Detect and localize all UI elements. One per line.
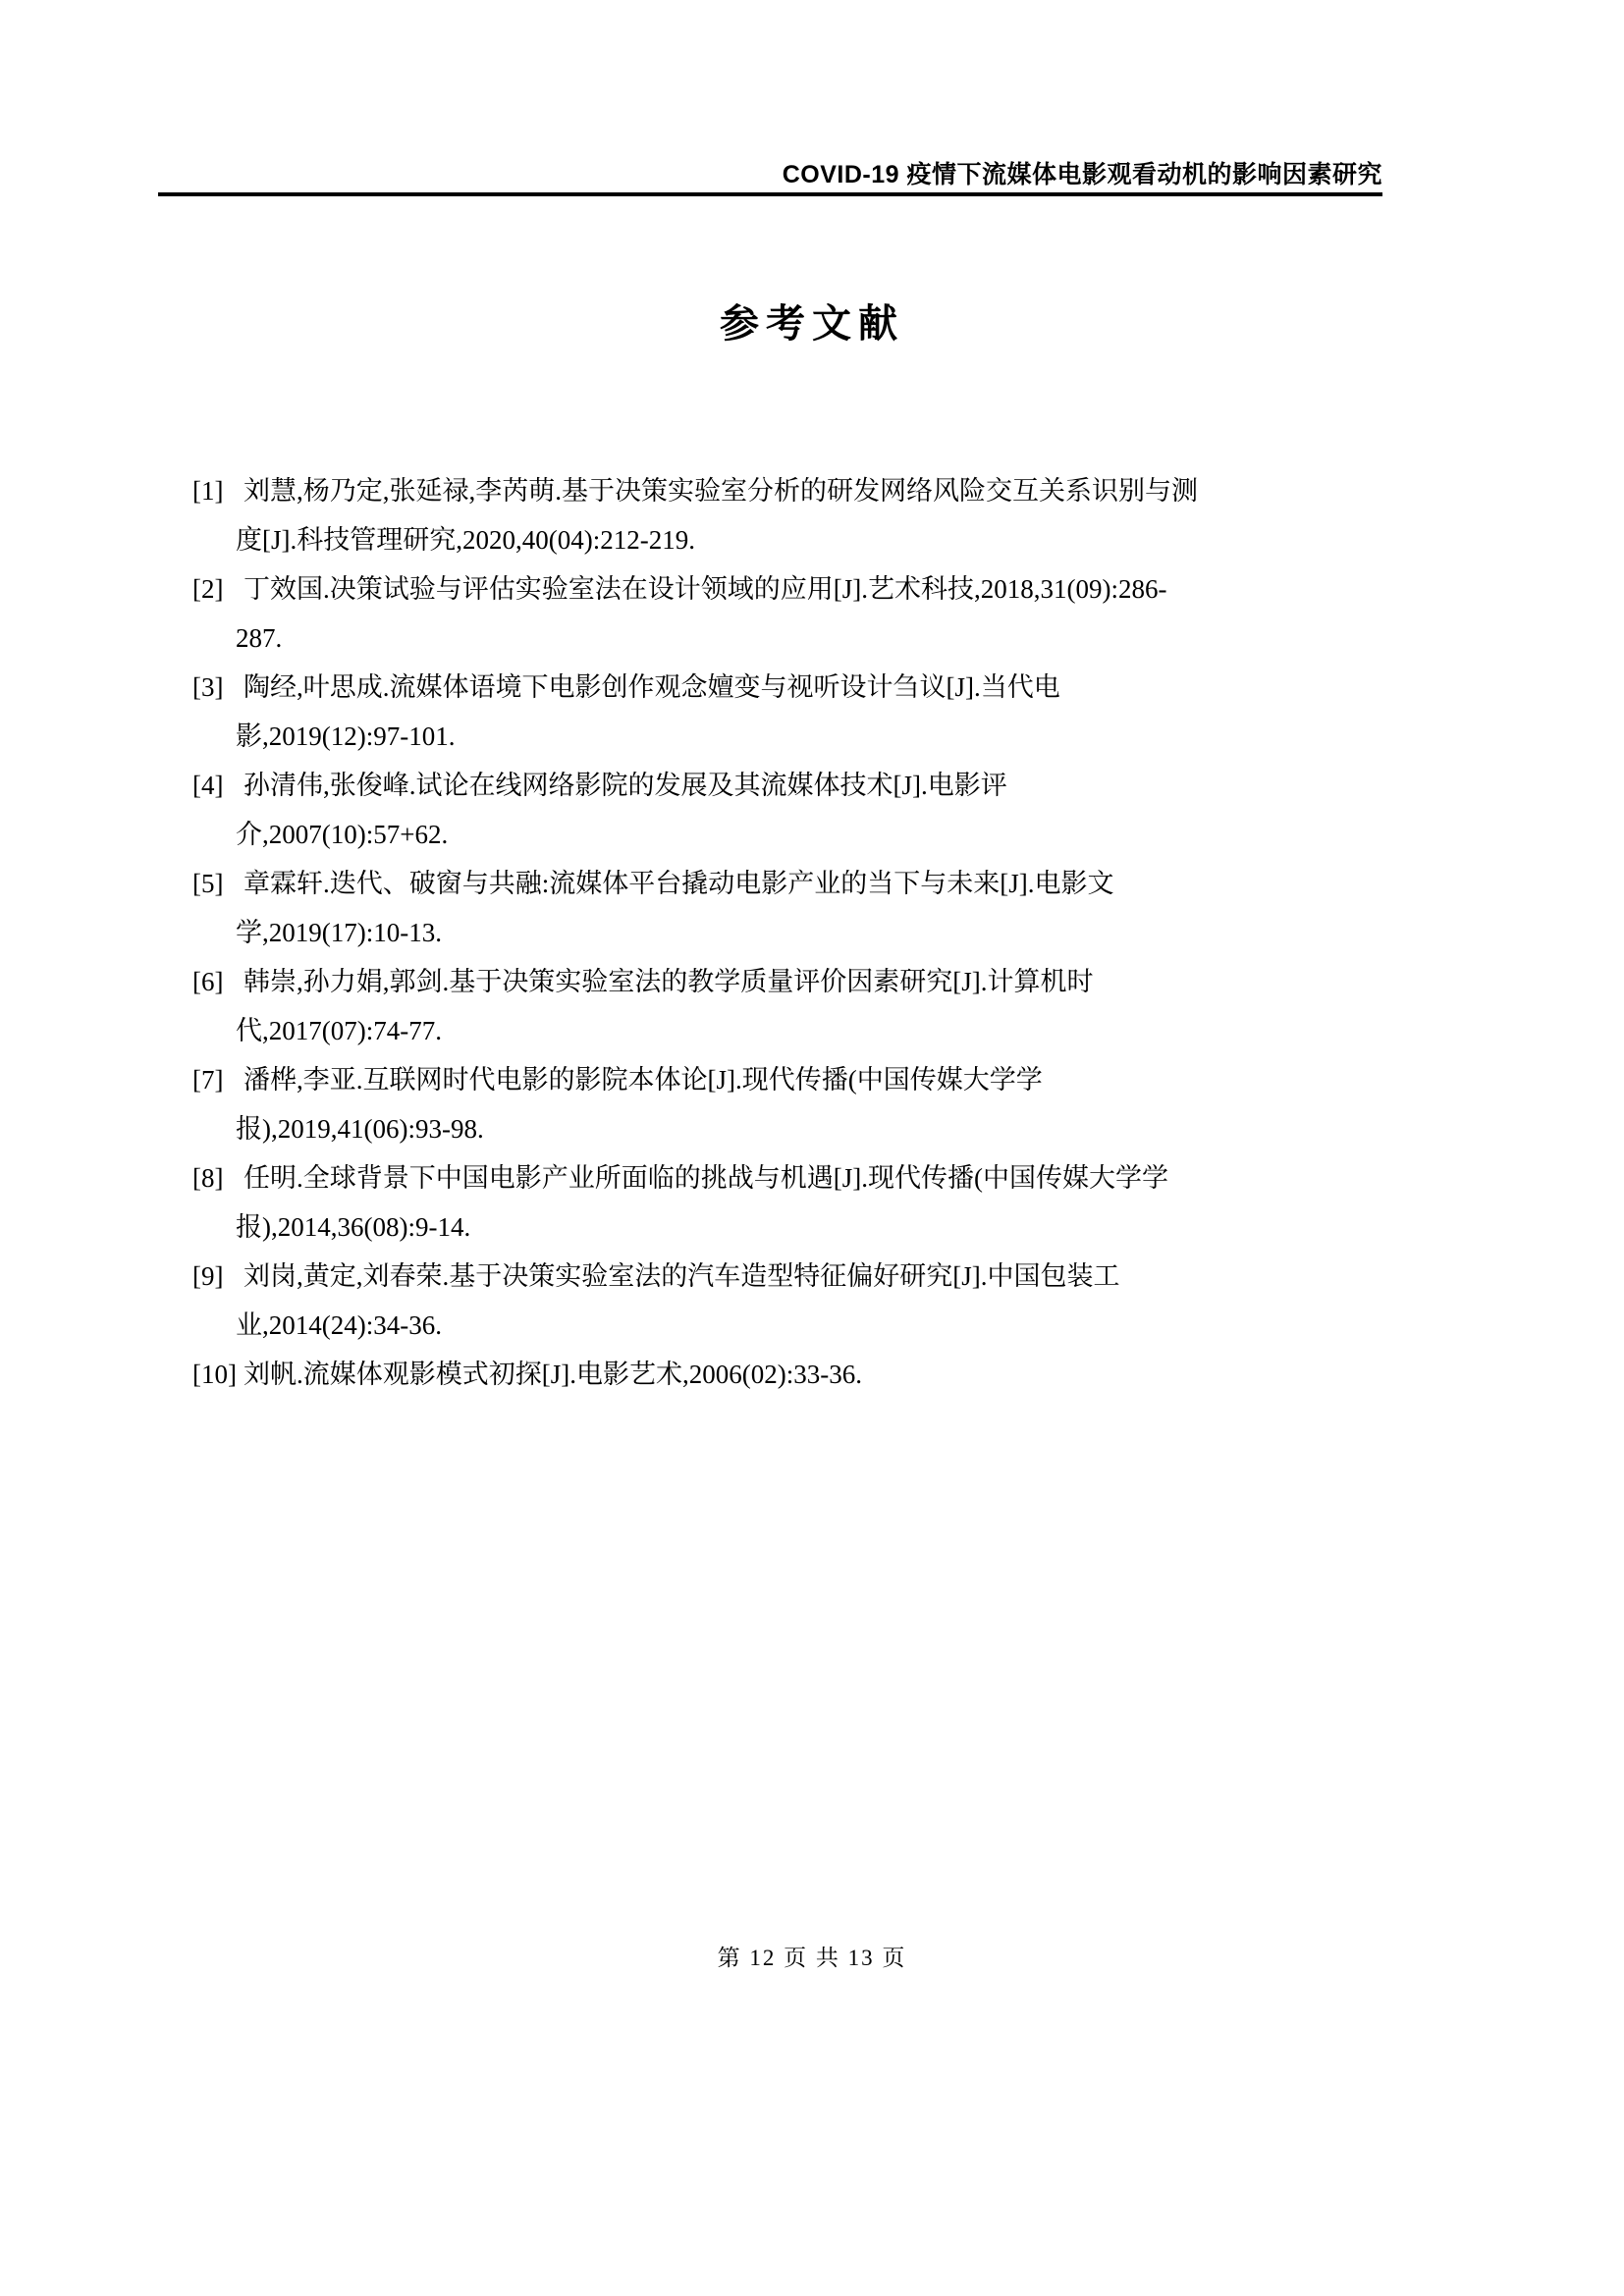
reference-line [192,1153,1410,1202]
reference-label: [7] [192,1065,224,1095]
reference-line [192,564,1410,614]
reference-label: [6] [192,967,224,996]
reference-text-continuation: 报),2019,41(06):93-98. [236,1114,484,1144]
reference-entry [192,1252,1410,1350]
reference-label: [5] [192,869,224,898]
reference-entry [192,1350,1410,1399]
reference-label: [9] [192,1261,224,1291]
section-title: 参考文献 [720,301,904,346]
reference-text-continuation: 介,2007(10):57+62. [236,820,449,849]
reference-line [192,1252,1410,1301]
reference-text: 孙清伟,张俊峰.试论在线网络影院的发展及其流媒体技术[J].电影评 [244,771,1007,800]
reference-label: [10] [192,1360,237,1389]
reference-line [192,761,1410,810]
reference-entry [192,663,1410,761]
reference-label: [4] [192,771,224,800]
reference-entry [192,466,1410,564]
reference-text: 刘帆.流媒体观影模式初探[J].电影艺术,2006(02):33-36. [244,1360,862,1389]
reference-entry [192,957,1410,1055]
reference-text-continuation: 287. [236,623,283,653]
reference-line [192,1350,1410,1399]
reference-text-continuation: 学,2019(17):10-13. [236,918,442,947]
reference-text-continuation: 影,2019(12):97-101. [236,721,456,751]
reference-list [192,466,1410,1399]
reference-label: [1] [192,476,224,506]
reference-text: 刘慧,杨乃定,张延禄,李芮萌.基于决策实验室分析的研发网络风险交互关系识别与测 [244,476,1198,506]
reference-text-continuation: 报),2014,36(08):9-14. [236,1212,471,1242]
reference-text-continuation: 度[J].科技管理研究,2020,40(04):212-219. [236,525,695,555]
reference-line [192,859,1410,908]
reference-text: 刘岗,黄定,刘春荣.基于决策实验室法的汽车造型特征偏好研究[J].中国包装工 [244,1261,1120,1291]
reference-line [192,1055,1410,1104]
reference-line [192,663,1410,712]
header-rule [158,192,1382,196]
reference-text: 章霖轩.迭代、破窗与共融:流媒体平台撬动电影产业的当下与未来[J].电影文 [244,869,1114,898]
reference-entry [192,1153,1410,1252]
reference-text-continuation: 业,2014(24):34-36. [236,1310,442,1340]
page-number-indicator: 第 12 页 共 13 页 [717,1946,907,1970]
reference-text-continuation: 代,2017(07):74-77. [236,1016,442,1045]
reference-text: 潘桦,李亚.互联网时代电影的影院本体论[J].现代传播(中国传媒大学学 [244,1065,1043,1095]
reference-label: [3] [192,672,224,702]
reference-line [192,466,1410,515]
page-footer [0,1940,1624,1972]
running-title: COVID-19 疫情下流媒体电影观看动机的影响因素研究 [782,161,1382,188]
reference-label: [2] [192,574,224,604]
reference-text: 丁效国.决策试验与评估实验室法在设计领域的应用[J].艺术科技,2018,31(09):286- [244,574,1167,604]
reference-entry [192,859,1410,957]
reference-text: 韩崇,孙力娟,郭剑.基于决策实验室法的教学质量评价因素研究[J].计算机时 [244,967,1094,996]
reference-text: 陶经,叶思成.流媒体语境下电影创作观念嬗变与视听设计刍议[J].当代电 [244,672,1060,702]
reference-entry [192,564,1410,663]
reference-entry [192,761,1410,859]
reference-text: 任明.全球背景下中国电影产业所面临的挑战与机遇[J].现代传播(中国传媒大学学 [244,1163,1168,1193]
reference-line [192,957,1410,1006]
reference-label: [8] [192,1163,224,1193]
reference-entry [192,1055,1410,1153]
